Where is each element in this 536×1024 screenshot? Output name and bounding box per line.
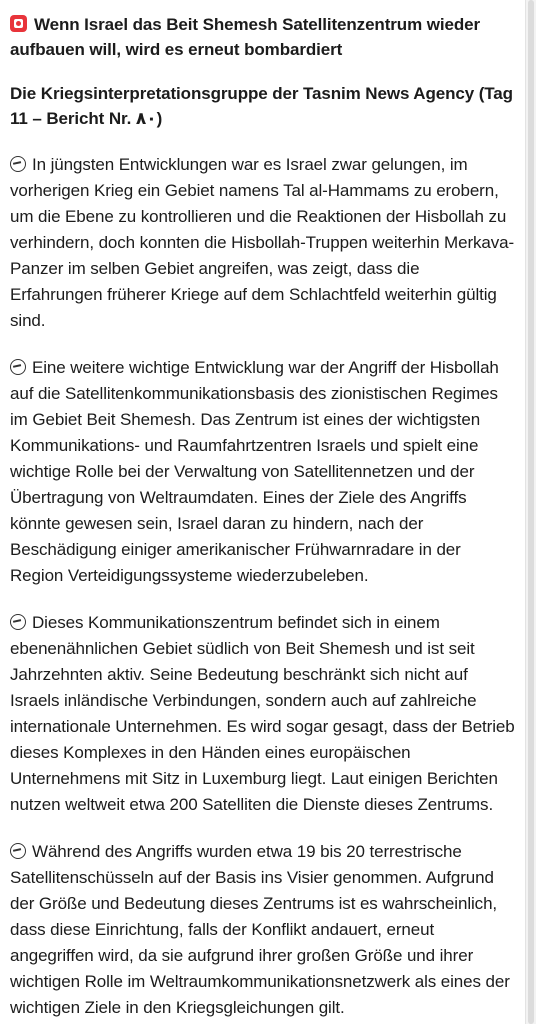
subtitle: Die Kriegsinterpretationsgruppe der Tasnim News Agency (Tag 11 – Bericht Nr. ۸۰) [10, 84, 513, 128]
paragraph-2 [10, 355, 516, 589]
circle-bullet-icon [10, 156, 26, 172]
headline-text: Wenn Israel das Beit Shemesh Satellitenzentrum wieder aufbauen will, wird es erneut bombardiert [10, 15, 480, 59]
scrollbar[interactable] [525, 0, 536, 1024]
circle-bullet-icon [10, 614, 26, 630]
paragraph-text: Dieses Kommunikationszentrum befindet sich in einem ebenenähnlichen Gebiet südlich von Beit Shemesh und ist seit Jahrzehnten aktiv. Seine Bedeutung beschränkt sich nicht auf Israels inländische Verbindungen, sondern auch auf zahlreiche internationale Unternehmen. Es wird sogar gesagt, dass der Betrieb dieses Komplexes in den Händen eines europäischen Unternehmens mit Sitz in Luxemburg liegt. Laut einigen Berichten nutzen weltweit etwa 200 Satelliten die Dienste dieses Zentrums. [10, 613, 515, 814]
red-alert-icon [10, 15, 27, 32]
circle-bullet-icon [10, 359, 26, 375]
circle-bullet-icon [10, 843, 26, 859]
paragraph-1 [10, 152, 516, 334]
paragraph-text: Während des Angriffs wurden etwa 19 bis 20 terrestrische Satellitenschüsseln auf der Basis ins Visier genommen. Aufgrund der Größe und Bedeutung dieses Zentrums ist es wahrscheinlich, dass diese Einrichtung, falls der Konflikt andauert, erneut angegriffen wird, da sie aufgrund ihrer großen Größe und ihrer wichtigen Rolle im Weltraumkommunikationsnetzwerk als eines der wichtigen Ziele in den Kriegsgleichungen gilt. [10, 842, 510, 1017]
paragraph-4 [10, 839, 516, 1021]
paragraph-text: In jüngsten Entwicklungen war es Israel zwar gelungen, im vorherigen Krieg ein Gebiet namens Tal al-Hammams zu erobern, um die Ebene zu kontrollieren und die Reaktionen der Hisbollah zu verhindern, doch konnten die Hisbollah-Truppen weiterhin Merkava-Panzer im selben Gebiet angreifen, was zeigt, dass die Erfahrungen früherer Kriege auf dem Schlachtfeld weiterhin gültig sind. [10, 155, 515, 330]
paragraph-text: Eine weitere wichtige Entwicklung war der Angriff der Hisbollah auf die Satellitenkommunikationsbasis des zionistischen Regimes im Gebiet Beit Shemesh. Das Zentrum ist eines der wichtigsten Kommunikations- und Raumfahrtzentren Israels und spielt eine wichtige Rolle bei der Verwaltung von Satellitennetzen und der Übertragung von Weltraumdaten. Eines der Ziele des Angriffs könnte gewesen sein, Israel daran zu hindern, nach der Beschädigung einiger amerikanischer Frühwarnradare in der Region Verteidigungssysteme wiederzubeleben. [10, 358, 499, 585]
headline [10, 12, 516, 62]
paragraph-3 [10, 610, 516, 818]
scrollbar-thumb[interactable] [528, 0, 534, 1024]
